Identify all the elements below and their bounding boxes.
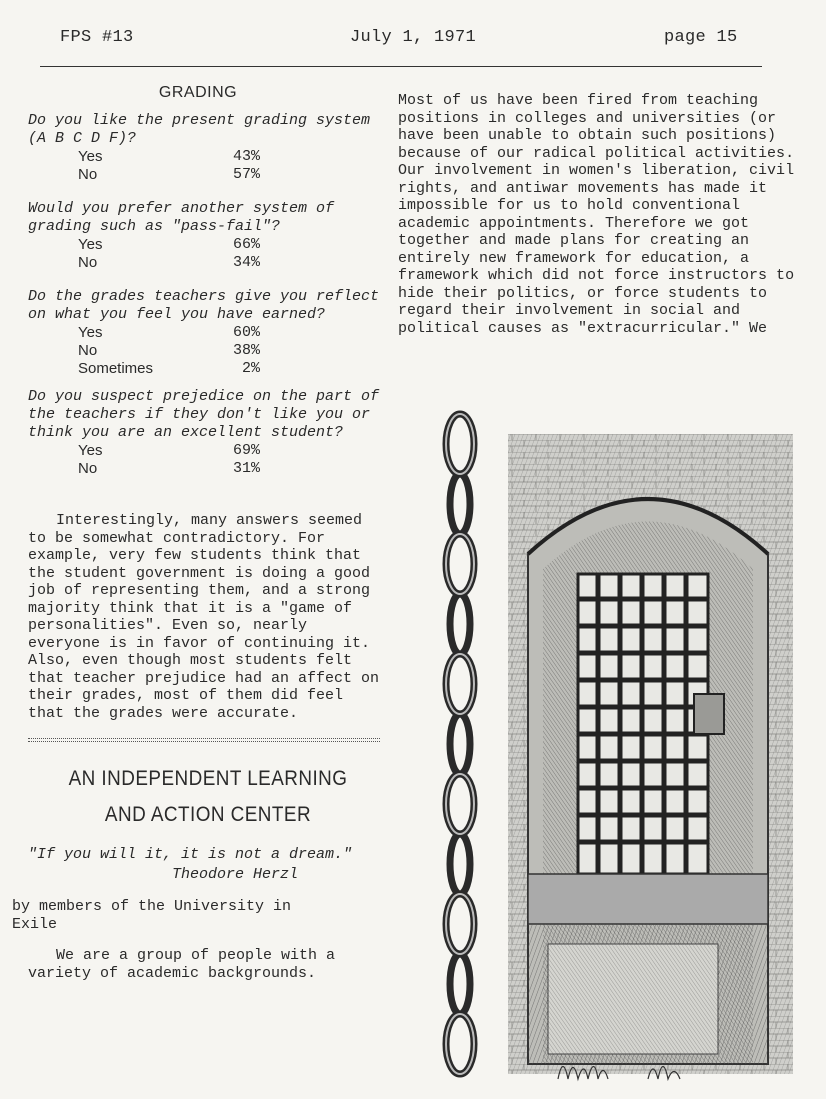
answer-label: No	[78, 166, 98, 183]
question-text: Do the grades teachers give you reflect on what you feel you have earned?	[28, 288, 380, 323]
article-quote: "If you will it, it is not a dream."	[28, 846, 353, 863]
prison-window-with-chain-icon	[398, 404, 798, 1084]
answer-pct: 60%	[232, 324, 260, 341]
answer-pct: 38%	[232, 342, 260, 359]
byline-text: by members of the University in Exile	[12, 898, 292, 933]
answer-label: Yes	[78, 324, 103, 341]
quote-author: Theodore Herzl	[171, 866, 298, 883]
answer-row	[28, 442, 388, 460]
article-title-line-2: AND ACTION CENTER	[104, 803, 312, 826]
answer-label: Sometimes	[78, 360, 154, 377]
issue-number: FPS #13	[60, 28, 134, 47]
dotted-divider	[28, 738, 380, 742]
page-number: page 15	[664, 28, 738, 47]
right-column	[398, 92, 798, 337]
survey-question-3	[28, 288, 388, 378]
left-column	[12, 84, 388, 982]
survey-question-4	[28, 388, 388, 478]
answer-label: Yes	[78, 236, 103, 253]
answer-row	[28, 342, 388, 360]
grading-title: GRADING	[158, 84, 238, 101]
answer-label: Yes	[78, 148, 103, 165]
answer-pct: 31%	[232, 460, 260, 477]
answer-row	[28, 166, 388, 184]
answer-pct: 57%	[232, 166, 260, 183]
answer-label: No	[78, 254, 98, 271]
answer-label: No	[78, 460, 98, 477]
question-text: Do you suspect prejedice on the part of the teachers if they don't like you or think you are an excellent student?	[28, 388, 380, 441]
answer-row	[28, 460, 388, 478]
answer-row	[28, 324, 388, 342]
answer-row	[28, 360, 388, 378]
article-paragraph-1: We are a group of people with a variety of academic backgrounds.	[28, 947, 336, 982]
answer-pct: 2%	[241, 360, 260, 377]
question-text: Do you like the present grading system (A B C D F)?	[28, 112, 371, 147]
article-paragraph-2: Most of us have been fired from teaching positions in colleges and universities (or have been unable to obtain such positions) because of our radical political activities. Our involvement in women's liberation, civil rights, and antiwar movements has made it impossible for us to hold conventional academic appointments. Therefore we got together and made plans for creating an entirely new framework for education, a framework which did not force instructors to hide their politics, or force students to regard their involvement in social and political causes as "extracurricular." We	[398, 92, 795, 337]
survey-question-1	[28, 112, 388, 184]
answer-label: No	[78, 342, 98, 359]
answer-row	[28, 254, 388, 272]
prison-window-illustration	[398, 404, 798, 1084]
article-title-line-1: AN INDEPENDENT LEARNING	[68, 767, 348, 790]
answer-row	[28, 236, 388, 254]
answer-pct: 43%	[232, 148, 260, 165]
issue-date: July 1, 1971	[350, 28, 477, 47]
question-text: Would you prefer another system of grading such as "pass-fail"?	[28, 200, 335, 235]
answer-pct: 69%	[232, 442, 260, 459]
answer-pct: 34%	[232, 254, 260, 271]
grading-summary: Interestingly, many answers seemed to be somewhat contradictory. For example, very few students think that the student government is doing a good job of representing them, and a strong majority think that it is a "game of personalities". Even so, nearly everyone is in favor of continuing it. Also, even though most students felt that teacher prejudice had an affect on their grades, most of them did feel that the grades were accurate.	[28, 512, 380, 722]
answer-pct: 66%	[232, 236, 260, 253]
survey-question-2	[28, 200, 388, 272]
answer-label: Yes	[78, 442, 103, 459]
header-rule	[40, 66, 762, 67]
answer-row	[28, 148, 388, 166]
article-byline	[12, 898, 312, 933]
